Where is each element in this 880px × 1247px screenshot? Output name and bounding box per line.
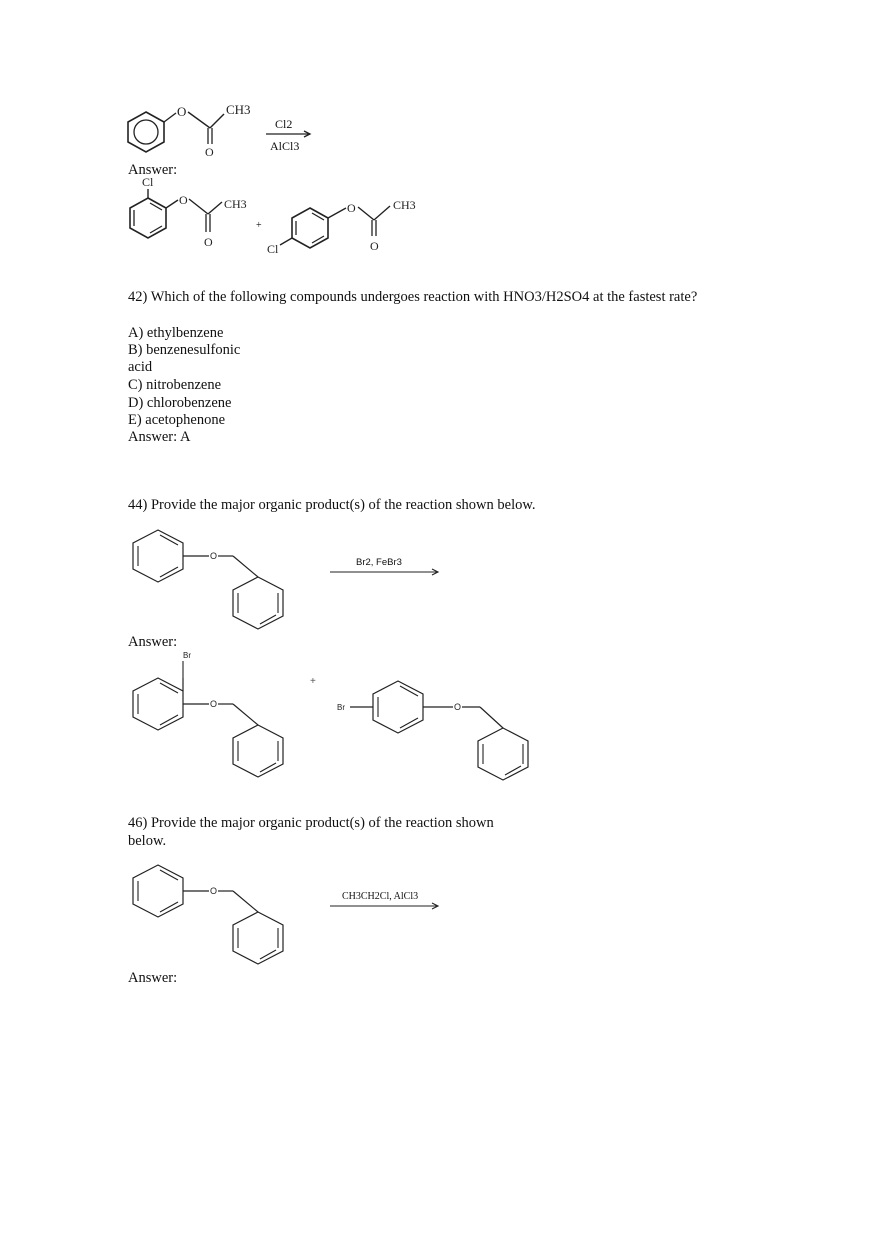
reagent-alcl3: AlCl3 <box>270 139 300 153</box>
benzyl-phenyl-ether-structure <box>125 860 305 970</box>
phenyl-acetate-structure <box>120 100 270 162</box>
svg-text:CH3: CH3 <box>224 197 247 211</box>
answer-label: Answer: <box>128 162 178 178</box>
svg-text:CH3: CH3 <box>226 102 251 117</box>
reagent-br2-febr3: Br2, FeBr3 <box>356 557 402 568</box>
reaction-arrow <box>330 568 442 576</box>
svg-text:Cl: Cl <box>267 242 279 256</box>
svg-text:Br: Br <box>183 651 191 660</box>
svg-text:O: O <box>177 104 187 119</box>
para-bromo-benzyl-phenyl-ether-structure <box>335 672 550 784</box>
svg-text:O: O <box>370 239 379 253</box>
svg-text:O: O <box>205 145 214 159</box>
svg-text:O: O <box>210 551 218 561</box>
option-e: E) acetophenone <box>128 412 226 428</box>
plus-sign: + <box>256 220 262 231</box>
option-b: B) benzenesulfonic <box>128 342 241 358</box>
ortho-chlorophenyl-acetate-structure <box>120 176 270 252</box>
reagent-cl2: Cl2 <box>275 117 293 131</box>
reagent-ethyl-chloride-alcl3: CH3CH2Cl, AlCl3 <box>342 891 419 902</box>
svg-text:O: O <box>179 193 188 207</box>
reaction-arrow <box>330 902 442 910</box>
question-46-line2: below. <box>128 833 167 849</box>
svg-text:CH3: CH3 <box>393 198 416 212</box>
svg-text:O: O <box>454 702 462 712</box>
svg-text:O: O <box>210 699 218 709</box>
option-c: C) nitrobenzene <box>128 377 222 393</box>
ortho-bromo-benzyl-phenyl-ether-structure <box>125 648 305 783</box>
para-chlorophenyl-acetate-structure <box>262 190 427 260</box>
question-42: 42) Which of the following compounds undergoes reaction with HNO3/H2SO4 at the fastest rate? <box>128 289 698 305</box>
option-a: A) ethylbenzene <box>128 325 224 341</box>
answer-label: Answer: <box>128 634 178 650</box>
option-b-continued: acid <box>128 359 153 375</box>
reaction-arrow <box>266 130 314 138</box>
svg-text:Br: Br <box>337 703 345 712</box>
answer-label: Answer: <box>128 970 178 986</box>
plus-sign: + <box>310 676 316 687</box>
svg-text:O: O <box>204 235 213 249</box>
question-46-line1: 46) Provide the major organic product(s) of the reaction shown <box>128 815 494 831</box>
question-44: 44) Provide the major organic product(s) of the reaction shown below. <box>128 497 536 513</box>
answer-42: Answer: A <box>128 429 191 445</box>
svg-text:Cl: Cl <box>142 175 154 189</box>
benzyl-phenyl-ether-structure <box>125 525 305 635</box>
option-d: D) chlorobenzene <box>128 395 232 411</box>
svg-text:O: O <box>347 201 356 215</box>
svg-text:O: O <box>210 886 218 896</box>
